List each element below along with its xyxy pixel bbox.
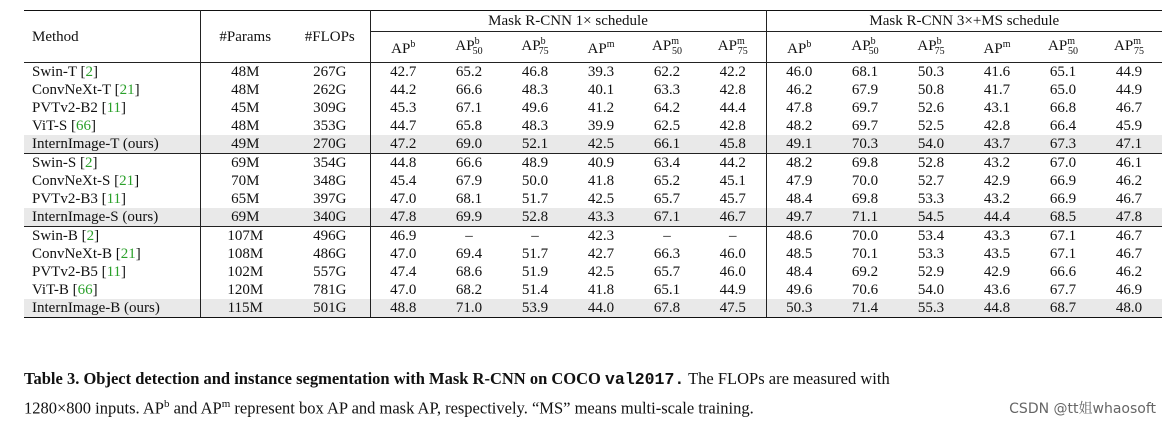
value-cell: 42.5 [568,135,634,154]
table-row [24,208,1162,227]
value-cell: 67.1 [1049,246,1077,262]
params-cell: 70M [231,173,260,189]
value-cell: 47.2 [370,135,436,154]
value-cell: 44.0 [568,299,634,318]
value-cell: 42.8 [700,117,766,135]
metric-header-3x-2: $AP^b_{75}$ [917,36,945,57]
value-cell: 42.7 [370,63,436,82]
value-cell: 65.2 [653,173,681,189]
citation-link[interactable]: 11 [106,100,122,116]
table-row [24,117,1162,135]
value-cell: 66.9 [1049,191,1077,207]
value-cell: 53.9 [502,299,568,318]
value-cell: 46.9 [1115,282,1143,298]
value-cell: 46.0 [700,263,766,281]
method-cell: Swin-B [2] [24,227,200,246]
value-cell: 39.3 [568,63,634,82]
value-cell: 46.0 [766,63,832,82]
value-cell: 63.4 [634,154,700,173]
value-cell: 45.1 [700,172,766,190]
caption-text-2c: represent box AP and mask AP, respectively. “MS” means multi-scale training. [230,398,754,418]
value-cell: 70.1 [851,246,879,262]
group-3x-header: Mask R-CNN 3×+MS schedule [766,11,1162,32]
value-cell: 68.7 [1030,299,1096,318]
citation-link[interactable]: 21 [119,173,135,189]
results-table [24,10,1162,318]
value-cell: 48.6 [766,227,832,246]
value-cell: – [634,227,700,246]
value-cell: 46.2 [786,82,813,98]
method-cell [24,299,200,318]
caption-sup-m: m [221,398,231,410]
value-cell: 70.0 [851,173,879,189]
value-cell: 52.8 [898,154,964,173]
method-name: ConvNeXt-S [32,173,111,189]
value-cell: 43.2 [983,191,1011,207]
method-cell: ConvNeXt-T [21] [24,81,200,99]
value-cell: 69.7 [851,118,879,134]
value-cell: 52.7 [917,173,945,189]
value-cell: 52.9 [917,264,945,280]
params-cell: 48M [231,82,260,98]
value-cell: 50.0 [521,173,549,189]
value-cell: 43.7 [964,135,1030,154]
metric-header-1x-4: $AP^m_{50}$ [652,36,682,57]
method-name: PVTv2-B3 [32,191,98,207]
table-row [24,227,1162,246]
value-cell: 66.4 [1049,118,1077,134]
value-cell: 51.7 [521,246,549,262]
value-cell: 69.7 [851,100,879,116]
value-cell: 43.2 [964,154,1030,173]
value-cell: 68.5 [1030,208,1096,227]
value-cell: 46.7 [1115,191,1143,207]
value-cell: 48.8 [370,299,436,318]
table-row [24,63,1162,82]
metric-header-3x-5: $AP^m_{75}$ [1114,36,1145,57]
value-cell: 42.7 [587,246,615,262]
citation-link[interactable]: 11 [106,264,122,280]
table-header [24,11,1162,63]
method-name: PVTv2-B2 [32,100,98,116]
value-cell: 45.9 [1115,118,1143,134]
value-cell: 51.9 [521,264,549,280]
value-cell: 42.8 [983,118,1011,134]
value-cell: 43.6 [983,282,1011,298]
value-cell: 41.6 [964,63,1030,82]
value-cell: 40.1 [587,82,615,98]
metric-header-1x-1: $AP^b_{50}$ [455,36,483,57]
citation-link[interactable]: 21 [120,246,136,262]
value-cell: 71.1 [832,208,898,227]
value-cell: 41.8 [587,173,615,189]
value-cell: 45.3 [390,100,417,116]
method-name: Swin-T [32,64,77,80]
value-cell: 48.4 [786,191,813,207]
value-cell: 49.6 [521,100,549,116]
value-cell: 69.8 [851,191,879,207]
method-name: InternImage-B (ours) [32,300,160,316]
value-cell: 44.7 [390,118,417,134]
table-row [24,154,1162,173]
caption-code: val2017. [605,370,685,389]
table-row [24,172,1162,190]
metric-header-3x-0: $AP^b$ [787,39,812,57]
value-cell: 67.0 [1030,154,1096,173]
metric-header-1x-3: $AP^m$ [587,39,615,57]
table-row [24,263,1162,281]
value-cell: 47.8 [1096,208,1162,227]
caption-label: Table 3. [24,369,80,388]
value-cell: 52.8 [502,208,568,227]
value-cell: 52.1 [502,135,568,154]
params-cell: 108M [227,246,264,262]
table-body [24,63,1162,318]
value-cell: 49.1 [766,135,832,154]
value-cell: 49.7 [766,208,832,227]
citation-link[interactable]: 2 [84,155,93,171]
table-caption [24,366,1160,421]
value-cell: 66.6 [455,82,483,98]
value-cell: 46.2 [1115,173,1143,189]
method-name: ConvNeXt-B [32,246,112,262]
value-cell: 46.8 [502,63,568,82]
value-cell: 71.0 [436,299,502,318]
value-cell: 65.2 [436,63,502,82]
flops-cell: 496G [290,227,370,246]
value-cell: 68.1 [455,191,483,207]
flops-cell: 486G [290,245,370,263]
value-cell: 48.9 [502,154,568,173]
value-cell: 46.7 [1115,246,1143,262]
value-cell: 46.7 [1096,227,1162,246]
value-cell: 47.0 [390,191,417,207]
citation-link[interactable]: 66 [75,118,91,134]
value-cell: 43.1 [983,100,1011,116]
value-cell: 66.6 [436,154,502,173]
value-cell: – [436,227,502,246]
value-cell: 55.3 [898,299,964,318]
value-cell: 65.0 [1049,82,1077,98]
flops-cell: 354G [290,154,370,173]
value-cell: 44.2 [390,82,417,98]
value-cell: 54.0 [898,135,964,154]
value-cell: 44.9 [1096,63,1162,82]
params-cell: 48M [200,63,290,82]
value-cell: 67.9 [851,82,879,98]
value-cell: 47.4 [390,264,417,280]
params-cell: 48M [231,118,260,134]
value-cell: 62.5 [653,118,681,134]
value-cell: 50.3 [766,299,832,318]
value-cell: 45.8 [700,135,766,154]
value-cell: 46.9 [370,227,436,246]
value-cell: 54.0 [917,282,945,298]
value-cell: 51.7 [521,191,549,207]
value-cell: 42.5 [587,264,615,280]
col-method-header: Method [24,11,200,63]
caption-title: Object detection and instance segmentation with Mask R-CNN on COCO [83,369,601,388]
caption-text-2a: 1280×800 inputs. AP [24,398,164,418]
value-cell: 50.8 [917,82,945,98]
params-cell: 65M [231,191,260,207]
value-cell: 65.1 [653,282,681,298]
col-flops-header: #FLOPs [290,11,370,63]
value-cell: 66.6 [1049,264,1077,280]
value-cell: 64.2 [653,100,681,116]
params-cell: 49M [200,135,290,154]
value-cell: 43.3 [568,208,634,227]
table-row [24,281,1162,299]
value-cell: 45.4 [390,173,417,189]
citation-link[interactable]: 2 [85,64,93,80]
table-row [24,81,1162,99]
method-name: ViT-S [32,118,68,134]
value-cell: 45.7 [700,190,766,208]
flops-cell: 270G [290,135,370,154]
value-cell: 51.4 [521,282,549,298]
value-cell: 46.7 [700,208,766,227]
table-row [24,299,1162,318]
value-cell: 52.5 [917,118,945,134]
value-cell: 42.3 [568,227,634,246]
value-cell: 62.2 [634,63,700,82]
caption-text-1: The FLOPs are measured with [688,369,890,388]
value-cell: 52.6 [917,100,945,116]
value-cell: 44.4 [700,99,766,117]
value-cell: 42.5 [587,191,615,207]
value-cell: 67.3 [1030,135,1096,154]
method-cell: ConvNeXt-B [21] [24,245,200,263]
value-cell: 49.6 [786,282,813,298]
value-cell: 65.7 [653,264,681,280]
metric-header-3x-3: $AP^m$ [983,39,1011,57]
value-cell: 40.9 [568,154,634,173]
table-row [24,245,1162,263]
value-cell: 66.1 [634,135,700,154]
flops-cell: 501G [290,299,370,318]
flops-cell: 397G [290,190,370,208]
value-cell: 69.2 [851,264,879,280]
value-cell: 48.3 [521,82,549,98]
watermark: CSDN @tt姐whaosoft [1009,401,1156,417]
value-cell: 69.8 [832,154,898,173]
value-cell: 47.0 [390,282,417,298]
value-cell: 67.9 [455,173,483,189]
method-cell: ViT-B [66] [24,281,200,299]
value-cell: 47.8 [786,100,813,116]
value-cell: 43.3 [964,227,1030,246]
value-cell: 44.8 [964,299,1030,318]
value-cell: 46.0 [700,245,766,263]
value-cell: 65.7 [653,191,681,207]
value-cell: 50.3 [898,63,964,82]
value-cell: 42.8 [700,81,766,99]
value-cell: 42.2 [700,63,766,82]
flops-cell: 353G [290,117,370,135]
value-cell: 67.1 [455,100,483,116]
flops-cell: 262G [290,81,370,99]
value-cell: 42.9 [983,264,1011,280]
params-cell: 102M [227,264,264,280]
value-cell: 53.4 [898,227,964,246]
method-cell [24,135,200,154]
value-cell: 66.3 [653,246,681,262]
method-name: InternImage-T (ours) [32,136,159,152]
value-cell: 48.0 [1096,299,1162,318]
flops-cell: 348G [290,172,370,190]
metric-header-3x-1: $AP^b_{50}$ [851,36,879,57]
value-cell: 44.9 [700,281,766,299]
value-cell: 48.2 [786,118,813,134]
value-cell: 46.7 [1115,100,1143,116]
params-cell: 45M [231,100,260,116]
value-cell: 46.2 [1115,264,1143,280]
value-cell: 44.8 [370,154,436,173]
value-cell: 47.9 [786,173,813,189]
value-cell: 66.9 [1049,173,1077,189]
method-cell: PVTv2-B5 [11] [24,263,200,281]
value-cell: 44.2 [700,154,766,173]
flops-cell: 267G [290,63,370,82]
value-cell: 70.6 [851,282,879,298]
flops-cell: 309G [290,99,370,117]
value-cell: – [502,227,568,246]
value-cell: – [700,227,766,246]
value-cell: 43.5 [983,246,1011,262]
value-cell: 67.8 [634,299,700,318]
value-cell: 70.3 [832,135,898,154]
method-cell: ConvNeXt-S [21] [24,172,200,190]
value-cell: 63.3 [653,82,681,98]
value-cell: 41.2 [587,100,615,116]
method-name: InternImage-S (ours) [32,209,159,225]
value-cell: 65.1 [1030,63,1096,82]
value-cell: 54.5 [898,208,964,227]
value-cell: 39.9 [587,118,615,134]
value-cell: 69.4 [455,246,483,262]
metric-header-1x-2: $AP^b_{75}$ [521,36,549,57]
flops-cell: 340G [290,208,370,227]
metric-header-1x-0: $AP^b$ [391,39,416,57]
table-row [24,99,1162,117]
value-cell: 68.1 [832,63,898,82]
value-cell: 70.0 [832,227,898,246]
value-cell: 53.3 [917,191,945,207]
value-cell: 41.7 [983,82,1011,98]
method-cell [24,208,200,227]
caption-text-2b: and AP [169,398,222,418]
value-cell: 47.8 [370,208,436,227]
value-cell: 67.1 [634,208,700,227]
results-table-container [24,10,1158,318]
params-cell: 69M [200,208,290,227]
value-cell: 47.5 [700,299,766,318]
value-cell: 65.8 [455,118,483,134]
method-name: ConvNeXt-T [32,82,111,98]
value-cell: 48.2 [766,154,832,173]
col-params-header: #Params [200,11,290,63]
value-cell: 47.1 [1096,135,1162,154]
method-cell: PVTv2-B2 [11] [24,99,200,117]
method-cell: ViT-S [66] [24,117,200,135]
table-row [24,135,1162,154]
params-cell: 69M [200,154,290,173]
value-cell: 48.5 [786,246,813,262]
citation-link[interactable]: 2 [86,228,95,244]
value-cell: 47.0 [390,246,417,262]
value-cell: 69.0 [436,135,502,154]
group-1x-header: Mask R-CNN 1× schedule [370,11,766,32]
value-cell: 42.9 [983,173,1011,189]
value-cell: 67.7 [1049,282,1077,298]
citation-link[interactable]: 66 [77,282,93,298]
value-cell: 48.3 [521,118,549,134]
value-cell: 66.8 [1049,100,1077,116]
value-cell: 67.1 [1030,227,1096,246]
metric-header-1x-5: $AP^m_{75}$ [700,32,766,63]
table-row [24,190,1162,208]
params-cell: 120M [227,282,264,298]
value-cell: 68.6 [455,264,483,280]
method-name: PVTv2-B5 [32,264,98,280]
value-cell: 44.9 [1115,82,1143,98]
flops-cell: 557G [290,263,370,281]
value-cell: 68.2 [455,282,483,298]
value-cell: 69.9 [436,208,502,227]
citation-link[interactable]: 21 [119,82,135,98]
method-cell: PVTv2-B3 [11] [24,190,200,208]
method-cell: Swin-T [2] [24,63,200,82]
caption-sup-b: b [163,398,170,410]
method-name: ViT-B [32,282,69,298]
method-cell: Swin-S [2] [24,154,200,173]
value-cell: 41.8 [587,282,615,298]
method-name: Swin-B [32,228,78,244]
params-cell: 115M [200,299,290,318]
value-cell: 44.4 [964,208,1030,227]
value-cell: 71.4 [832,299,898,318]
method-name: Swin-S [32,155,77,171]
citation-link[interactable]: 11 [106,191,122,207]
params-cell: 107M [200,227,290,246]
metric-header-3x-4: $AP^m_{50}$ [1048,36,1078,57]
value-cell: 48.4 [786,264,813,280]
value-cell: 46.1 [1096,154,1162,173]
value-cell: 53.3 [917,246,945,262]
flops-cell: 781G [290,281,370,299]
